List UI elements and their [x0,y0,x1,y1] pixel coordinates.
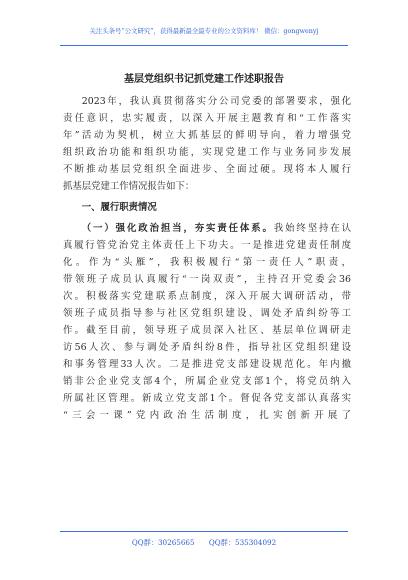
body-line: 和事务管理33人次。二是推进党支部建设规范化。年内撤 [63,359,351,370]
intro-line: 责任意识，忠实履责，以深入开展主题教育和“工作落实 [63,113,351,124]
footer [0,538,408,548]
body-line: 次。积极落实党建联系点制度，深入开展大调研活动，带 [63,291,351,302]
header-divider [60,45,348,46]
body-line: 带领班子成员认真履行“一岗双责”，主持召开党委会36 [63,274,351,285]
intro-line: 抓基层党建工作情况报告如下： [63,181,195,192]
body-line: 真履行管党治党主体责任上下功夫。一是推进党建责任制度 [63,240,351,251]
header-banner: 关注头条号“公文研究”，获得最新最全最专业的公文资料库！ 微信：gongwenyj [89,27,319,35]
intro-line: 组织政治功能和组织功能，实现党建工作与业务同步发展 [63,147,351,158]
subsection-heading: （一）强化政治担当，夯实责任体系。 [81,223,274,234]
body-line: 所属社区管理。新成立党支部1个。督促各党支部认真落实 [63,393,351,404]
intro-line: 不断推动基层党组织全面进步、全面过硬。现将本人履行 [63,164,351,175]
body-line: 访56人次、参与调处矛盾纠纷8件，指导社区党组织建设 [63,342,351,353]
intro-line: 2023年，我认真贯彻落实分公司党委的部署要求，强化 [81,96,351,107]
intro-line: 年”活动为契机，树立大抓基层的鲜明导向，着力增强党 [63,130,351,141]
footer-qq-group-2: QQ群：535304092 [208,538,277,547]
subsection-first-line [63,220,351,237]
footer-divider [60,531,348,532]
body-line: 领班子成员指导参与社区党组织建设、调处矛盾纠纷等工 [63,308,351,319]
document-body [63,93,351,424]
section-heading: 一、履行职责情况 [81,202,157,213]
body-line: 作。截至目前，领导班子成员深入社区、基层单位调研走 [63,325,351,336]
footer-qq-group-1: QQ群：30265665 [131,538,195,547]
body-line: 化。作为“头雁”，我积极履行“第一责任人”职责， [63,257,351,268]
document-title: 基层党组织书记抓党建工作述职报告 [124,74,284,85]
body-line: 销非公企业党支部4个，所属企业党支部1个，将党员纳入 [63,376,351,387]
body-line: “三会一课”党内政治生活制度，扎实创新开展了 [63,410,351,421]
subsection-first-line-text: 我始终坚持在认 [273,223,351,234]
